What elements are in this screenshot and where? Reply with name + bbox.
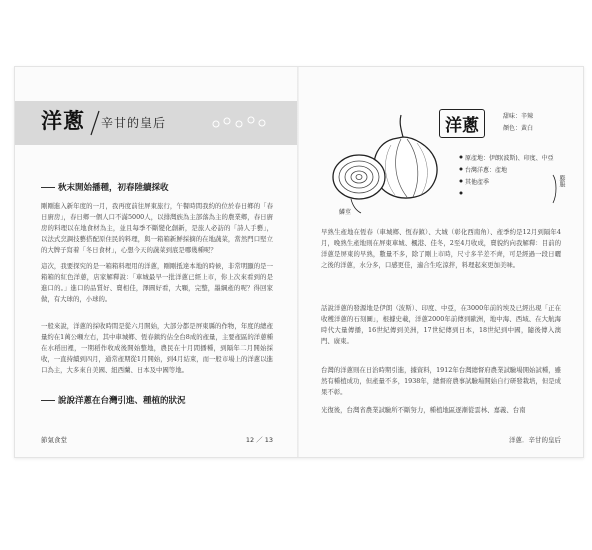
right-paragraph-3: 台灣的洋蔥則在日治時期引進，據資料，1912年台灣總督府農業試驗場開始試種，雖然有種植成功，但產量不多，1938年，總督府農事試驗場開始自行研發栽培，但是成果不彰。 <box>321 366 561 396</box>
title-slash-divider <box>89 109 101 137</box>
note-origin: 原產地：伊朗(波斯)、印度、中亞 <box>465 155 554 162</box>
note-taste: 甜味：辛辣 <box>503 113 534 120</box>
side-brace <box>553 175 556 203</box>
right-paragraph-4: 光復後，台灣省農業試驗所不斷努力，種植地區逐漸從雲林、嘉義、台南 <box>321 406 526 414</box>
section-heading-2-text: 說說洋蔥在台灣引進、種植的狀況 <box>58 396 186 406</box>
note-side: 膨脹 <box>558 175 565 187</box>
section-heading-2 <box>41 394 186 406</box>
note-dates: 其他產季 <box>465 179 490 186</box>
bubbles-ornament-icon <box>211 115 267 129</box>
right-footer: 洋蔥．辛甘的皇后 <box>509 436 561 444</box>
illustration-title: 洋蔥 <box>439 109 485 138</box>
page-number: 12 ／ 13 <box>245 436 273 444</box>
left-page <box>15 67 297 457</box>
left-paragraph-1: 剛剛進入新年度的一月，我再度前往屏東旅行，午餐時間我約的位於春日鄉的「春日廚房」，春日鄉一個人口不滿5000人，以排灣族為主部落為主的農業鄉，春日廚房的料理以在地食材為主，並且每季不斷變化創新，是旅人必訪的「詩人手藝」，以法式烹調技藝搭配原住民的料理，與一箱箱新鮮採摘的在地蔬菜，當然門口堅立的大牌子寫着「冬日食材」，心想今天的蔬菜到底是哪幾種呢？ <box>41 202 273 254</box>
right-page <box>299 67 583 457</box>
note-taiwan: 台灣洋蔥：產地 <box>465 167 508 174</box>
left-footer <box>41 435 273 444</box>
heading-dash <box>41 187 55 188</box>
chapter-title: 洋蔥 <box>41 109 85 133</box>
left-paragraph-2: 這次，我要探究的是一箱箱料理用的洋蔥，剛剛抵達本地的時候，非常明顯的是一箱箱的紅色洋蔥，店家解釋說：「車城最早一批洋蔥已經上市，你上次來看到的是進口的。」進口的品質好、賣相佳，澤圓好看，大顆，完整，墨綱產的呢？得回家做，有大球的，小球的。 <box>41 262 273 303</box>
note-bullets <box>460 156 463 195</box>
section-heading-1-text: 秋末開始播種，初春陸續採收 <box>58 183 169 193</box>
footer-brand: 節氣食堂 <box>41 436 67 444</box>
right-paragraph-2: 話說洋蔥的發源地是伊朗（波斯）、印度、中亞，在3000年前的埃及已經出現「正在收穫洋蔥的石刻圖」，根據史載，洋蔥2000年前傳到歐洲，地中海、西域、在大航海時代大量傳播，16世紀傳到美洲，17世紀傳到日本，18世紀到中國，隨後傳入澳門、廣東。 <box>321 304 561 345</box>
note-color: 顏色：黃白 <box>503 125 534 132</box>
cut-onion-drawing <box>333 155 385 213</box>
heading-dash <box>41 400 55 401</box>
right-paragraph-1: 早熟生產地在恆春（車城鄉、恆春鎮）、大城（彰化西南角）、產季約是12月到隔年4月，晚熟生產地則在屏東車城、楓港、佳冬，2至4月收成，賣貌約向我解釋：目前的洋蔥是屏東的早熟，數量不多，除了剛上市時，尺寸多半差不齊，可是經過一段日曬之後的洋蔥，水分多，口感更佳，適合生吃涼拌，料理起來更加美味。 <box>321 228 561 269</box>
section-heading-1 <box>41 181 169 193</box>
book-spread <box>14 66 584 458</box>
left-paragraph-3: 一般來說，洋蔥的採收時間是從六月開始，大部分都是屏東縣的作物，年度的總產量約在1萬公噸左右，其中車城鄉、恆春鎮約佔全台8成的產量，主要產區的洋蔥種在水稻田裡，一期稻作收成後開始整地，農民在十月間播種，到隔年二月開始採收，一直持續到四月，通常產期從1月開始，到4月結束，而一般市場上的洋蔥以進口為主，大多來自美國、紐西蘭、日本及中國等地。 <box>41 322 273 374</box>
chapter-subtitle: 辛甘的皇后 <box>101 116 167 130</box>
note-bulb: 鱗莖 <box>339 209 352 216</box>
